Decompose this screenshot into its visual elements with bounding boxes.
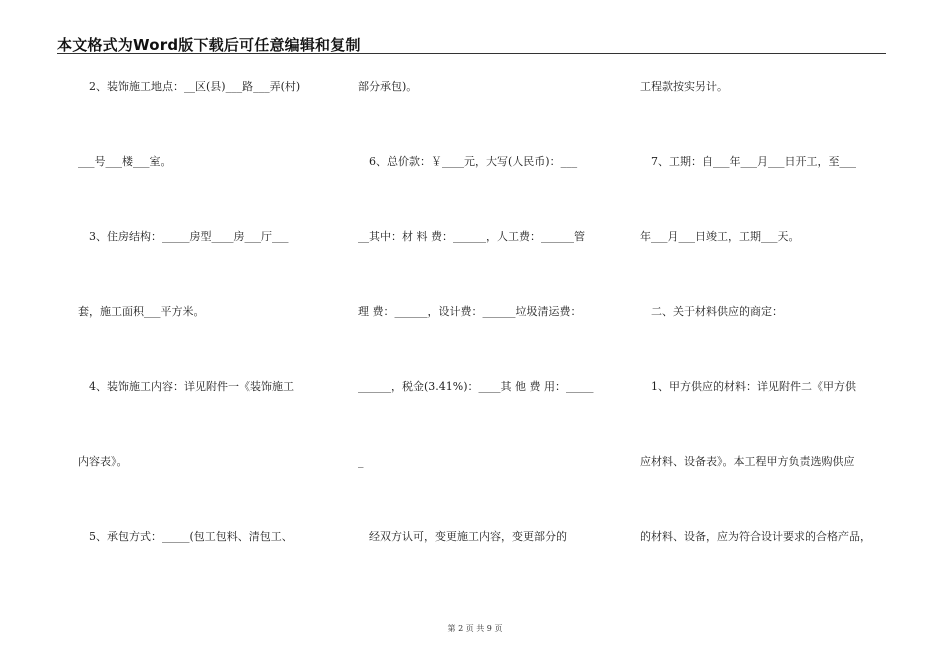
document-header-title: 本文格式为Word版下载后可任意编辑和复制 [57,36,361,54]
text-line: 应材料、设备表》。本工程甲方负责选购供应 [640,455,855,468]
text-line: 的材料、设备，应为符合设计要求的合格产品， [640,530,871,543]
text-line: ______，税金(3.41%)：____其 他 费 用：_____ [358,380,594,393]
text-line: _ [358,455,364,468]
text-line: 套，施工面积___平方米。 [78,305,205,318]
text-line: 6、总价款：￥____元，大写(人民币)：___ [358,155,578,168]
header-divider [57,53,886,54]
text-line: 年___月___日竣工，工期___天。 [640,230,800,243]
text-line: 3、住房结构：_____房型____房___厅___ [78,230,289,243]
text-line: 工程款按实另计。 [640,80,728,93]
text-line: 部分承包)。 [358,80,418,93]
text-line: ___号___楼___室。 [78,155,172,168]
text-line: 5、承包方式：_____(包工包料、清包工、 [78,530,293,543]
text-line: 理 费：______，设计费：______垃圾清运费： [358,305,582,318]
text-line: 内容表》。 [78,455,128,468]
text-line: 7、工期：自___年___月___日开工，至___ [640,155,856,168]
text-line: 经双方认可，变更施工内容，变更部分的 [358,530,567,543]
text-line: 2、装饰施工地点：__区(县)___路___弄(村) [78,80,301,93]
text-line: 1、甲方供应的材料：详见附件二《甲方供 [640,380,856,393]
text-line: 4、装饰施工内容：详见附件一《装饰施工 [78,380,294,393]
text-line: __其中：材 料 费：______，人工费：______管 [358,230,585,243]
text-line: 二、关于材料供应的商定： [640,305,783,318]
page-number: 第 2 页 共 9 页 [447,624,503,633]
